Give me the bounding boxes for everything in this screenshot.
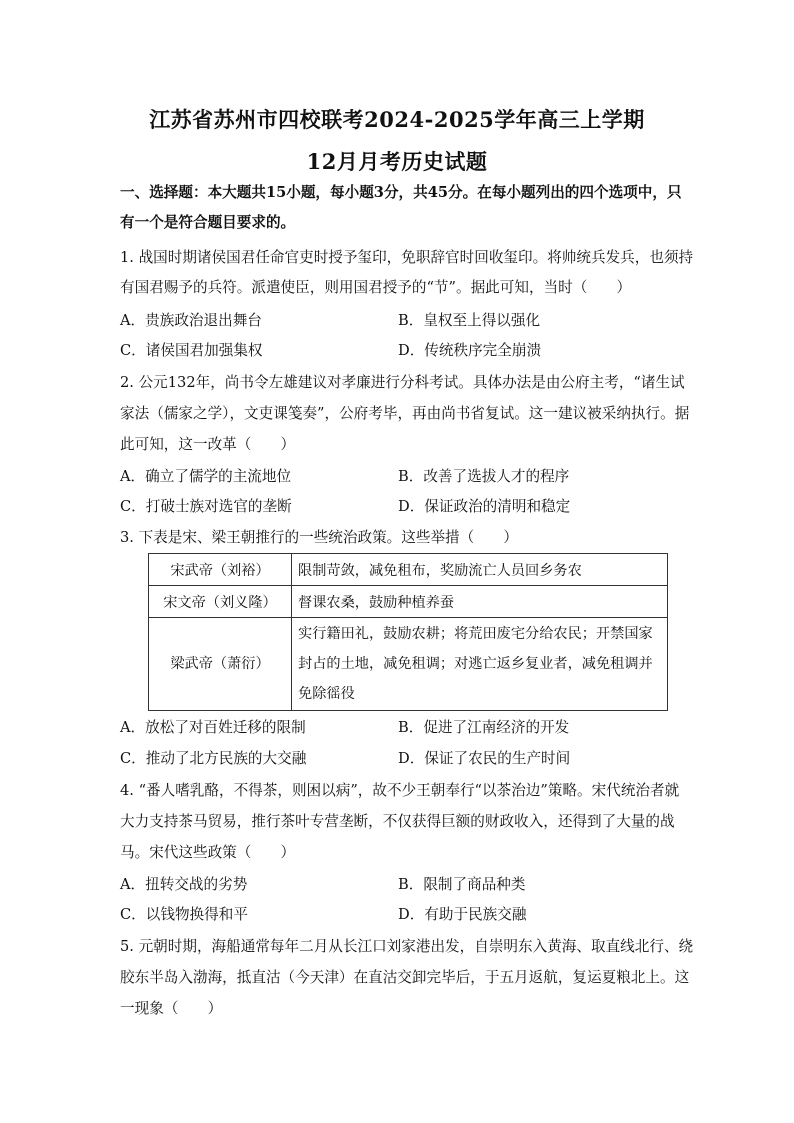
table-row (149, 554, 668, 586)
question-4-option-b: B．限制了商品种类 (398, 876, 526, 893)
emperor-cell: 宋文帝（刘义隆） (149, 586, 292, 618)
question-2-text: 2. 公元132年，尚书令左雄建议对孝廉进行分科考试。具体办法是由公府主考，“诸生试 (120, 374, 685, 391)
question-1-option-b: B．皇权至上得以强化 (398, 312, 541, 329)
section-instruction: 一、选择题：本大题共15小题，每小题3分，共45分。在每小题列出的四个选项中，只 (120, 184, 682, 201)
question-5-text: 一现象（ ） (120, 1000, 223, 1017)
question-1-text: 1. 战国时期诸侯国君任命官吏时授予玺印，免职辞官时回收玺印。将帅统兵发兵，也须持 (120, 249, 694, 266)
exam-subtitle: 12月月考历史试题 (306, 149, 488, 174)
question-3-option-a: A．放松了对百姓迁移的限制 (120, 719, 306, 736)
question-2-option-b: B．改善了选拔人才的程序 (398, 468, 570, 485)
question-4-text: 马。宋代这些政策（ ） (120, 844, 296, 861)
exam-title: 江苏省苏州市四校联考2024-2025学年高三上学期 (149, 107, 645, 132)
question-4-option-d: D．有助于民族交融 (398, 906, 527, 923)
table-row (149, 586, 668, 618)
emperor-cell: 梁武帝（萧衍） (149, 618, 292, 711)
question-4-option-c: C．以钱物换得和平 (120, 906, 248, 923)
policy-cell: 督课农桑，鼓励种植养蚕 (292, 586, 668, 618)
section-instruction-cont: 有一个是符合题目要求的。 (120, 214, 296, 231)
question-3-option-b: B．促进了江南经济的开发 (398, 719, 570, 736)
question-1-option-c: C．诸侯国君加强集权 (120, 342, 263, 359)
policy-table (148, 553, 668, 711)
table-row (149, 618, 668, 711)
question-1-text: 有国君赐予的兵符。派遣使臣，则用国君授予的“节”。据此可知，当时（ ） (120, 279, 632, 296)
question-4-option-a: A．扭转交战的劣势 (120, 876, 248, 893)
question-4-text: 4. “番人嗜乳酪，不得茶，则困以病”，故不少王朝奉行“以茶治边”策略。宋代统治者就 (120, 782, 680, 799)
question-2-option-c: C．打破士族对选官的垄断 (120, 498, 292, 515)
question-1-option-a: A．贵族政治退出舞台 (120, 312, 262, 329)
emperor-cell: 宋武帝（刘裕） (149, 554, 292, 586)
question-3-text: 3. 下表是宋、梁王朝推行的一些统治政策。这些举措（ ） (120, 529, 519, 546)
question-2-option-d: D．保证政治的清明和稳定 (398, 498, 571, 515)
question-3-option-c: C．推动了北方民族的大交融 (120, 750, 307, 767)
question-5-text: 5. 元朝时期，海船通常每年二月从长江口刘家港出发，自崇明东入黄海、取直线北行、绕 (120, 938, 694, 955)
question-5-text: 胶东半岛入渤海，抵直沽（今天津）在直沽交卸完毕后，于五月返航，复运夏粮北上。这 (120, 969, 690, 986)
question-4-text: 大力支持茶马贸易，推行茶叶专营垄断，不仅获得巨额的财政收入，还得到了大量的战 (120, 813, 675, 830)
policy-cell: 限制苛敛，减免租布，奖励流亡人员回乡务农 (292, 554, 668, 586)
question-2-text: 此可知，这一改革（ ） (120, 436, 296, 453)
question-2-text: 家法（儒家之学），文吏课笺奏”，公府考毕，再由尚书省复试。这一建议被采纳执行。据 (120, 405, 690, 422)
question-3-option-d: D．保证了农民的生产时间 (398, 750, 571, 767)
question-2-option-a: A．确立了儒学的主流地位 (120, 468, 292, 485)
question-1-option-d: D．传统秩序完全崩溃 (398, 342, 542, 359)
policy-cell: 实行籍田礼，鼓励农耕；将荒田废宅分给农民；开禁国家封占的土地，减免租调；对逃亡返乡复业者，减免租调并免除徭役 (292, 618, 668, 711)
